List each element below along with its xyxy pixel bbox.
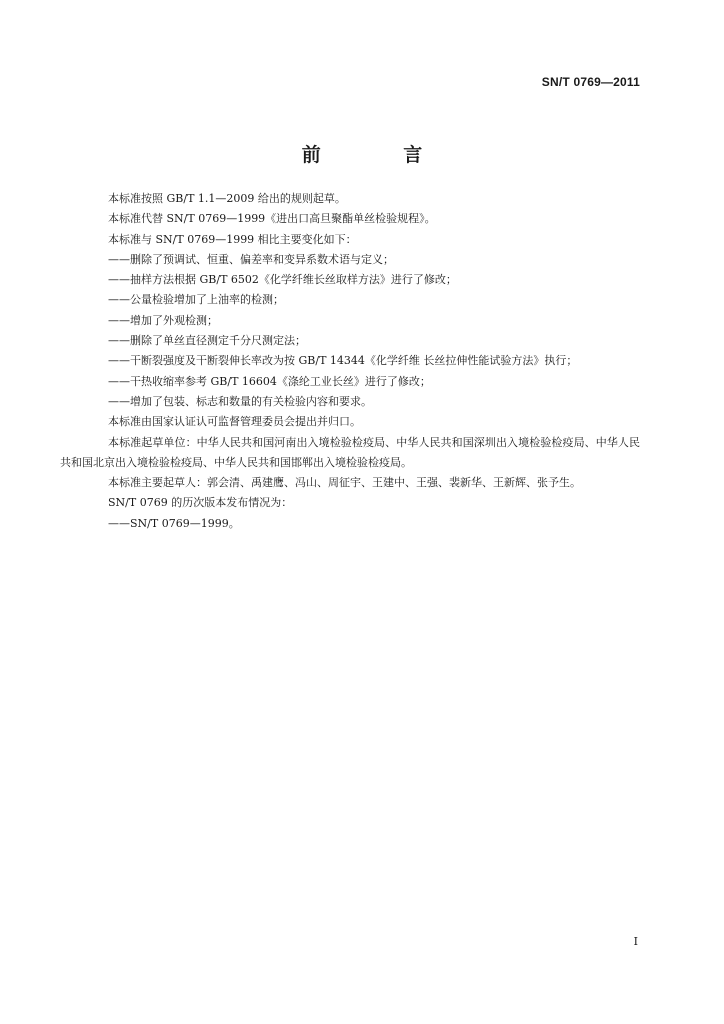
paragraph: 本标准由国家认证认可监督管理委员会提出并归口。 [108,415,361,429]
page-number: I [633,935,638,948]
paragraph: 本标准代替 SN/T 0769—1999《进出口高旦聚酯单丝检验规程》。 [108,212,436,226]
standard-code: SN/T 0769—2011 [541,75,640,89]
page-title: 前 言 [301,144,461,166]
change-item: ——干热收缩率参考 GB/T 16604《涤纶工业长丝》进行了修改； [108,374,431,388]
change-item: ——删除了单丝直径测定千分尺测定法； [108,334,306,348]
drafting-units-paragraph: 本标准起草单位：中华人民共和国河南出入境检验检疫局、中华人民共和国深圳出入境检验检疫局、中华人民共和国北京出入境检验检疫局、中华人民共和国邯郸出入境检验检疫局。 [60,435,640,469]
version-item: ——SN/T 0769—1999。 [108,516,240,530]
change-item: ——删除了预调试、恒重、偏差率和变异系数术语与定义； [108,252,394,266]
change-item: ——增加了外观检测； [108,313,218,327]
paragraph: 本标准与 SN/T 0769—1999 相比主要变化如下： [108,232,357,246]
change-item: ——公量检验增加了上油率的检测； [108,293,284,307]
paragraph: 本标准按照 GB/T 1.1—2009 给出的规则起草。 [108,192,346,205]
change-item: ——增加了包装、标志和数量的有关检验内容和要求。 [108,394,372,408]
change-item: ——干断裂强度及干断裂伸长率改为按 GB/T 14344《化学纤维 长丝拉伸性能试验方法》执行； [108,354,578,368]
foreword-body [60,189,640,534]
drafters-paragraph: 本标准主要起草人：郭会清、禹建鹰、冯山、周征宇、王建中、王强、裴新华、王新辉、张予生。 [108,476,581,490]
change-item: ——抽样方法根据 GB/T 6502《化学纤维长丝取样方法》进行了修改； [108,273,457,287]
paragraph: SN/T 0769 的历次版本发布情况为： [108,496,293,510]
